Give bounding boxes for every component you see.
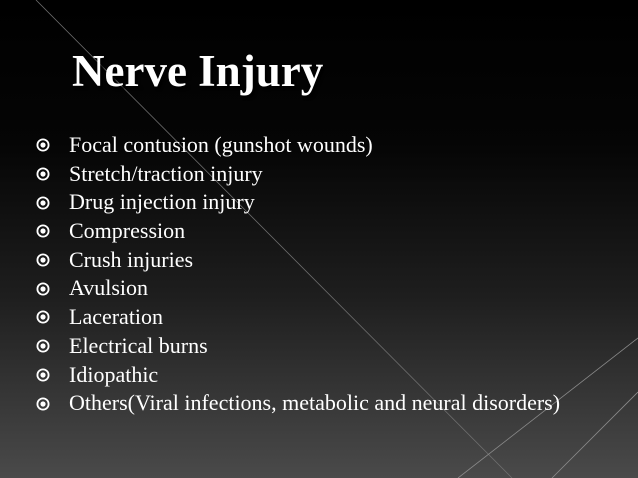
circled-dot-icon [36, 188, 69, 217]
circled-dot-icon [36, 131, 69, 160]
circled-dot-icon [36, 361, 69, 390]
bullet-item [36, 361, 576, 390]
bullet-item [36, 274, 576, 303]
bullet-text: Crush injuries [69, 246, 194, 272]
bullet-text: Laceration [69, 304, 164, 330]
bullet-item [36, 188, 576, 217]
bullet-text: Idiopathic [69, 361, 159, 387]
circled-dot-icon [36, 246, 69, 275]
circled-dot-icon [36, 160, 69, 189]
circled-dot-icon [36, 303, 69, 332]
bullet-item [36, 160, 576, 189]
circled-dot-icon [36, 332, 69, 361]
circled-dot-icon [36, 389, 69, 418]
bullet-item [36, 217, 576, 246]
bullet-item [36, 332, 576, 361]
bullet-list [36, 131, 576, 418]
slide-title: Nerve Injury [72, 46, 324, 96]
circled-dot-icon [36, 217, 69, 246]
bullet-item [36, 303, 576, 332]
bullet-text: Stretch/traction injury [69, 160, 263, 186]
bullet-text: Compression [69, 218, 186, 244]
bullet-text: Others(Viral infections, metabolic and neural disorders) [69, 390, 561, 416]
bullet-item [36, 389, 576, 418]
circled-dot-icon [36, 274, 69, 303]
bullet-item [36, 246, 576, 275]
bullet-text: Electrical burns [69, 332, 208, 358]
bullet-text: Avulsion [69, 275, 149, 301]
bullet-text: Drug injection injury [69, 189, 255, 215]
bullet-item [36, 131, 576, 160]
bullet-text: Focal contusion (gunshot wounds) [69, 132, 373, 157]
